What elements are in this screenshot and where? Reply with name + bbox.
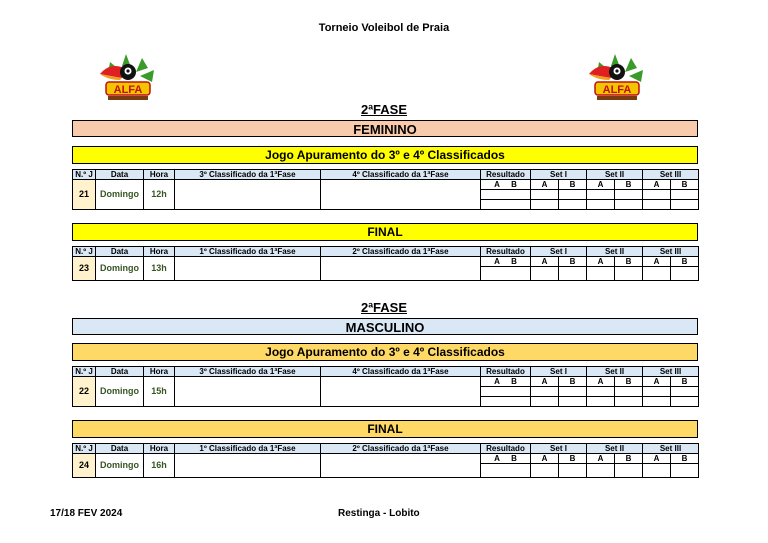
col-team-a: 1º Classificado da 1ªFase: [175, 247, 321, 257]
result-b-label: B: [511, 454, 517, 463]
col-data: Data: [96, 444, 144, 454]
col-set2: Set II: [587, 367, 643, 377]
col-data: Data: [96, 247, 144, 257]
col-hora: Hora: [144, 170, 175, 180]
col-team-a: 1º Classificado da 1ªFase: [175, 444, 321, 454]
match-day: Domingo: [96, 454, 144, 478]
match-number: 24: [73, 454, 96, 478]
set2-b: B: [615, 454, 643, 464]
team-a-cell: [175, 180, 321, 210]
col-team-b: 2º Classificado da 1ªFase: [321, 444, 481, 454]
phase-title-feminino: 2ªFASE: [361, 102, 407, 117]
table-header-row: [73, 247, 699, 257]
set1-a: A: [531, 454, 559, 464]
set3-a: A: [643, 454, 671, 464]
set3-a: A: [643, 257, 671, 267]
match-time: 13h: [144, 257, 175, 281]
col-resultado: Resultado: [481, 444, 531, 454]
match-table-fem-final: [72, 246, 699, 281]
result-ab-label: [481, 377, 531, 387]
set2-a: A: [587, 377, 615, 387]
table-row: [73, 180, 699, 190]
match-number: 21: [73, 180, 96, 210]
game-title-masc-final: FINAL: [72, 420, 698, 438]
result-b-label: B: [511, 257, 517, 266]
document-title: Torneio Voleibol de Praia: [318, 22, 450, 34]
set2-b: B: [615, 180, 643, 190]
col-set2: Set II: [587, 444, 643, 454]
table-row: [73, 377, 699, 387]
col-resultado: Resultado: [481, 367, 531, 377]
gender-bar-feminino: FEMININO: [72, 120, 698, 137]
result-b-label: B: [511, 180, 517, 189]
set2-a: A: [587, 180, 615, 190]
col-set2: Set II: [587, 170, 643, 180]
match-day: Domingo: [96, 180, 144, 210]
result-ab-label: [481, 180, 531, 190]
col-set3: Set III: [643, 367, 699, 377]
game-title-fem-final: FINAL: [72, 223, 698, 241]
result-b-label: B: [511, 377, 517, 386]
col-team-b: 4º Classificado da 1ªFase: [321, 367, 481, 377]
col-num: N.º J: [73, 367, 96, 377]
table-header-row: [73, 170, 699, 180]
team-b-cell: [321, 377, 481, 407]
alfa-toucan-logo-right: [585, 52, 649, 104]
match-table-masc-final: [72, 443, 699, 478]
team-a-cell: [175, 454, 321, 478]
col-resultado: Resultado: [481, 247, 531, 257]
match-table-fem-3rd: [72, 169, 699, 210]
col-resultado: Resultado: [481, 170, 531, 180]
match-day: Domingo: [96, 257, 144, 281]
col-set1: Set I: [531, 247, 587, 257]
result-a-label: A: [494, 454, 500, 463]
col-hora: Hora: [144, 367, 175, 377]
set1-b: B: [559, 257, 587, 267]
col-data: Data: [96, 367, 144, 377]
set2-a: A: [587, 257, 615, 267]
col-team-a: 3º Classificado da 1ªFase: [175, 170, 321, 180]
match-time: 16h: [144, 454, 175, 478]
col-data: Data: [96, 170, 144, 180]
col-set2: Set II: [587, 247, 643, 257]
set1-a: A: [531, 180, 559, 190]
table-header-row: [73, 367, 699, 377]
team-a-cell: [175, 377, 321, 407]
table-header-row: [73, 444, 699, 454]
col-team-b: 2º Classificado da 1ªFase: [321, 247, 481, 257]
result-ab-label: [481, 454, 531, 464]
set1-b: B: [559, 180, 587, 190]
col-hora: Hora: [144, 247, 175, 257]
col-set3: Set III: [643, 170, 699, 180]
match-time: 12h: [144, 180, 175, 210]
gender-bar-masculino: MASCULINO: [72, 318, 698, 335]
col-num: N.º J: [73, 247, 96, 257]
col-set1: Set I: [531, 170, 587, 180]
table-row: [73, 454, 699, 464]
set3-a: A: [643, 180, 671, 190]
col-team-a: 3º Classificado da 1ªFase: [175, 367, 321, 377]
match-table-masc-3rd: [72, 366, 699, 407]
col-set1: Set I: [531, 367, 587, 377]
set1-a: A: [531, 377, 559, 387]
match-number: 23: [73, 257, 96, 281]
col-num: N.º J: [73, 170, 96, 180]
team-b-cell: [321, 180, 481, 210]
set2-a: A: [587, 454, 615, 464]
alfa-toucan-logo-left: [96, 52, 160, 104]
col-hora: Hora: [144, 444, 175, 454]
set2-b: B: [615, 257, 643, 267]
col-set1: Set I: [531, 444, 587, 454]
table-row: [73, 257, 699, 267]
set2-b: B: [615, 377, 643, 387]
team-a-cell: [175, 257, 321, 281]
team-b-cell: [321, 454, 481, 478]
game-title-fem-3rd: Jogo Apuramento do 3º e 4º Classificados: [72, 146, 698, 164]
set3-a: A: [643, 377, 671, 387]
set1-b: B: [559, 454, 587, 464]
set3-b: B: [671, 180, 699, 190]
logo-text-right: ALFA: [602, 84, 632, 96]
match-day: Domingo: [96, 377, 144, 407]
set3-b: B: [671, 377, 699, 387]
set3-b: B: [671, 454, 699, 464]
logo-text-left: ALFA: [113, 84, 143, 96]
result-a-label: A: [494, 180, 500, 189]
footer-location: Restinga - Lobito: [338, 508, 420, 519]
result-a-label: A: [494, 257, 500, 266]
set1-b: B: [559, 377, 587, 387]
match-time: 15h: [144, 377, 175, 407]
phase-title-masculino: 2ªFASE: [361, 300, 407, 315]
match-number: 22: [73, 377, 96, 407]
col-set3: Set III: [643, 247, 699, 257]
col-set3: Set III: [643, 444, 699, 454]
result-ab-label: [481, 257, 531, 267]
col-num: N.º J: [73, 444, 96, 454]
team-b-cell: [321, 257, 481, 281]
footer-date: 17/18 FEV 2024: [50, 508, 123, 519]
game-title-masc-3rd: Jogo Apuramento do 3º e 4º Classificados: [72, 343, 698, 361]
col-team-b: 4º Classificado da 1ªFase: [321, 170, 481, 180]
set1-a: A: [531, 257, 559, 267]
set3-b: B: [671, 257, 699, 267]
result-a-label: A: [494, 377, 500, 386]
